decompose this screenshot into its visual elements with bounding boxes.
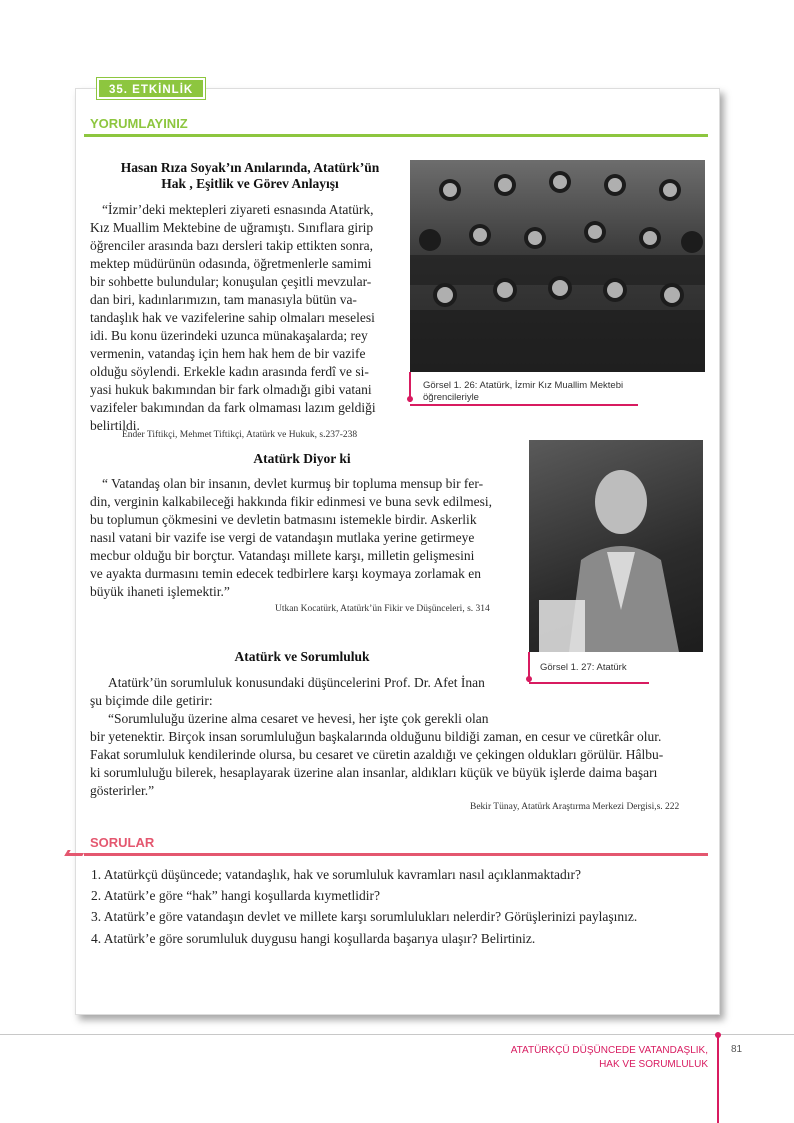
activity-badge: 35. ETKİNLİK	[97, 78, 205, 99]
article3-line: “Sorumluluğu üzerine alma cesaret ve hevesi, her işte çok gerekli olan	[108, 711, 489, 726]
footer-dot	[715, 1032, 721, 1038]
article1-line: olduğu söylendi. Erkekle kadın arasında ferdî ve si-	[90, 364, 369, 379]
article1-line: vermenin, vatandaş için hem hak hem de bir vazife	[90, 346, 366, 361]
article3-line: Atatürk’ün sorumluluk konusundaki düşüncelerini Prof. Dr. Afet İnan	[108, 675, 485, 690]
questions-divider-tick	[64, 850, 85, 856]
footer-chapter-line1: ATATÜRKÇÜ DÜŞÜNCEDE VATANDAŞLIK,	[510, 1045, 708, 1056]
article1-title-line2: Hak , Eşitlik ve Görev Anlayışı	[161, 176, 339, 191]
section-title-questions: SORULAR	[90, 835, 155, 850]
article1-line: idi. Bu konu üzerindeki uzunca münakaşalarda; rey	[90, 328, 368, 343]
article2-line: mecbur olduğu bir borçtur. Vatandaşı millete karşı, milletin gelişmesini	[90, 548, 475, 563]
footer-chapter-line2: HAK VE SORUMLULUK	[599, 1059, 708, 1070]
article3-source: Bekir Tünay, Atatürk Araştırma Merkezi Dergisi,s. 222	[470, 802, 680, 812]
group-photo-figures	[410, 160, 705, 372]
photo1-caption-line1: Görsel 1. 26: Atatürk, İzmir Kız Muallim Mektebi	[423, 380, 624, 391]
article1-line: bir sohbette bulundular; konuşulan çeşitli mevzular-	[90, 274, 372, 289]
article3-title: Atatürk ve Sorumluluk	[234, 649, 370, 664]
article1-line: mektep müdürünün odasında, öğretmenlerle samimi	[90, 256, 372, 271]
article2-title: Atatürk Diyor ki	[253, 451, 351, 466]
portrait-figure	[529, 440, 703, 652]
article3-line: Fakat sorumluluk kendilerinde olursa, bu cesaret ve cüretin azaldığı ve çekingen oldukları görülür. Hâlbu-	[90, 747, 664, 762]
article2-line: büyük ihaneti işlemektir.”	[90, 584, 230, 599]
questions-divider	[84, 853, 708, 856]
section-title-interpret: YORUMLAYINIZ	[90, 116, 188, 131]
article2-line: “ Vatandaş olan bir insanın, devlet kurmuş bir topluma mensup bir fer-	[102, 476, 484, 491]
article1-line: “İzmir’deki mektepleri ziyareti esnasında Atatürk,	[102, 202, 374, 217]
article3-line: bir yetenektir. Birçok insan sorumluluğun başkalarında olduğunu bildiği zaman, en cesur ve cüretkâr olur.	[90, 729, 662, 744]
caption2-underline	[529, 682, 649, 684]
ataturk-portrait	[529, 440, 703, 652]
question-item: 3. Atatürk’e göre vatandaşın devlet ve millete karşı sorumlulukları nelerdir? Görüşlerinizi paylaşınız.	[91, 909, 638, 924]
group-photo	[410, 160, 705, 372]
article3-line: gösterirler.”	[90, 783, 155, 798]
photo2-caption: Görsel 1. 27: Atatürk	[540, 662, 627, 673]
question-item: 1. Atatürkçü düşüncede; vatandaşlık, hak ve sorumluluk kavramları nasıl açıklanmaktadır?	[91, 867, 581, 882]
question-item: 2. Atatürk’e göre “hak” hangi koşullarda kıymetlidir?	[91, 888, 381, 903]
article2-source: Utkan Kocatürk, Atatürk’ün Fikir ve Düşünceleri, s. 314	[275, 604, 490, 614]
article2-line: nasıl vatani bir vazife ise vergi de vatandaşın mutlaka yerine getirmeye	[90, 530, 475, 545]
page-number: 81	[731, 1044, 743, 1055]
article2-line: din, verginin kalkabileceği hakkında fikir edinmesi ve buna sevk edilmesi,	[90, 494, 493, 509]
footer-rule	[0, 1034, 794, 1035]
article2-line: bu toplumun çökmesini ve devletin batmasını istemekle birdir. Askerlik	[90, 512, 477, 527]
article1-line: belirtildi.	[90, 418, 140, 433]
caption1-dot	[407, 396, 413, 402]
article1-source: Ender Tiftikçi, Mehmet Tiftikçi, Atatürk ve Hukuk, s.237-238	[122, 430, 358, 440]
article1-line: dan biri, kadınlarımızın, tam manasıyla bütün va-	[90, 292, 357, 307]
article1-line: vazifeler bakımından da fark olmaması lazım geldiği	[90, 400, 376, 415]
caption1-underline	[410, 404, 638, 406]
article1-title-line1: Hasan Rıza Soyak’ın Anılarında, Atatürk’ün	[120, 160, 380, 175]
article3-line: ki sorumluluğu bilerek, hesaplayarak üzerine alan insanlar, aldıkları küçük ve büyük işlerde daima başarı	[90, 765, 658, 780]
article2-line: ve ayakta durmasını temin edecek tedbirlere karşı koymaya zorlamak en	[90, 566, 481, 581]
article3-line: şu biçimde dile getirir:	[90, 693, 213, 708]
footer-marker	[717, 1036, 719, 1123]
photo1-caption-line2: öğrencileriyle	[423, 392, 479, 403]
question-item: 4. Atatürk’e göre sorumluluk duygusu hangi koşullarda başarıya ulaşır? Belirtiniz.	[91, 931, 536, 946]
section-divider	[84, 134, 708, 137]
article1-line: öğrenciler arasında bazı dersleri takip ettikten sonra,	[90, 238, 374, 253]
article1-line: Kız Muallim Mektebine de uğramıştı. Sınıflara girip	[90, 220, 374, 235]
article1-line: yasi hukuk bakımından bir fark olmadığı gibi vatani	[90, 382, 372, 397]
footer-chapter-title	[511, 1044, 708, 1072]
article1-line: tandaşlık hak ve vazifelerine sahip olmaları meselesi	[90, 310, 375, 325]
